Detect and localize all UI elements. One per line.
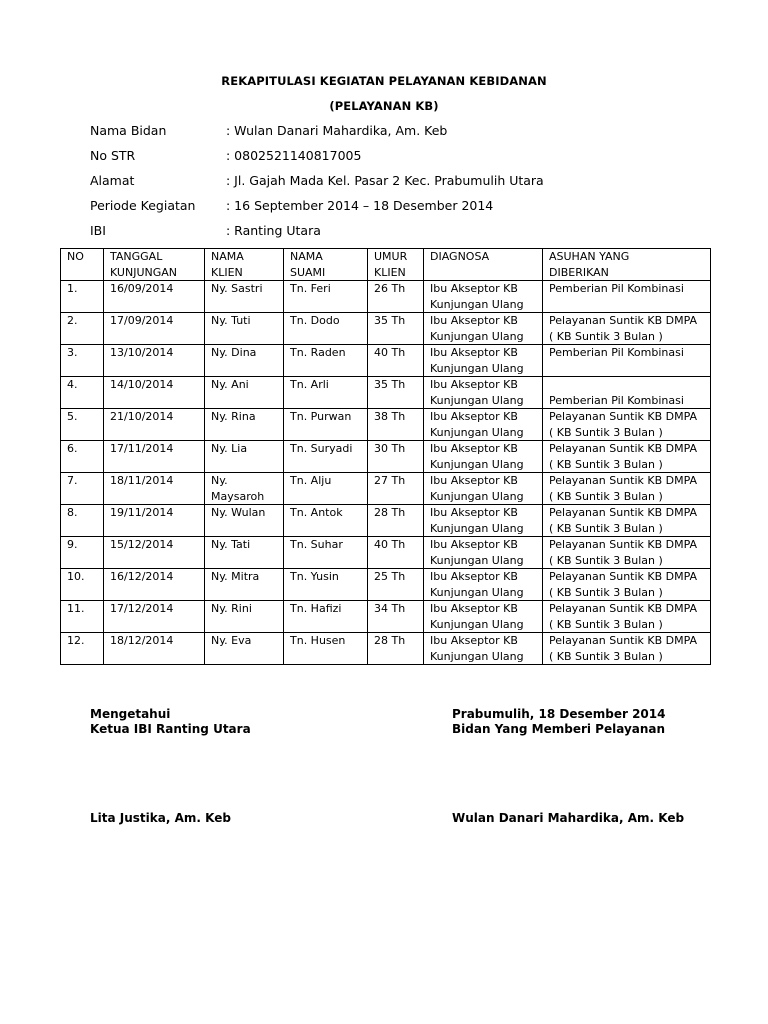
cell-asuhan — [543, 601, 711, 633]
recap-table — [60, 248, 711, 665]
column-header-text: UMUR — [374, 250, 408, 263]
cell-asuhan — [543, 409, 711, 441]
cell-nama-klien — [205, 537, 284, 569]
cell-nama-suami: Tn. Suryadi — [284, 441, 368, 473]
cell-nama-klien-text: Ny. Ani — [211, 378, 249, 391]
cell-diagnosa-text: Kunjungan Ulang — [430, 361, 524, 375]
cell-no: 9. — [61, 537, 104, 569]
cell-umur: 34 Th — [368, 601, 424, 633]
cell-nama-klien-text: Ny. Wulan — [211, 506, 266, 519]
cell-umur: 35 Th — [368, 313, 424, 345]
cell-diagnosa — [424, 601, 543, 633]
cell-no: 4. — [61, 377, 104, 409]
cell-asuhan-text: Pelayanan Suntik KB DMPA — [549, 570, 698, 583]
table-row — [61, 441, 711, 473]
cell-asuhan-text: Pelayanan Suntik KB DMPA — [549, 634, 698, 647]
cell-nama-klien-text: Ny. Mitra — [211, 570, 260, 583]
cell-asuhan — [543, 505, 711, 537]
cell-diagnosa-text: Ibu Akseptor KB — [430, 442, 518, 455]
cell-no: 12. — [61, 633, 104, 665]
table-row — [61, 473, 711, 505]
cell-diagnosa-text: Ibu Akseptor KB — [430, 314, 518, 327]
cell-diagnosa-text: Kunjungan Ulang — [430, 393, 524, 407]
table-row — [61, 281, 711, 313]
cell-diagnosa — [424, 441, 543, 473]
cell-no: 5. — [61, 409, 104, 441]
cell-nama-suami: Tn. Hafizi — [284, 601, 368, 633]
cell-asuhan — [543, 345, 711, 377]
document-title: REKAPITULASI KEGIATAN PELAYANAN KEBIDANAN — [221, 74, 547, 88]
cell-diagnosa-text: Kunjungan Ulang — [430, 521, 524, 535]
table-row — [61, 569, 711, 601]
info-label-periode: Periode Kegiatan — [90, 198, 196, 213]
cell-nama-klien-text: Maysaroh — [211, 489, 265, 503]
cell-nama-klien-text: Ny. Rina — [211, 410, 256, 423]
cell-diagnosa-text: Ibu Akseptor KB — [430, 506, 518, 519]
cell-diagnosa — [424, 505, 543, 537]
cell-diagnosa-text: Ibu Akseptor KB — [430, 634, 518, 647]
sig-right-line2: Bidan Yang Memberi Pelayanan — [452, 722, 666, 736]
cell-diagnosa-text: Kunjungan Ulang — [430, 585, 524, 599]
cell-tanggal: 13/10/2014 — [104, 345, 205, 377]
cell-nama-suami: Tn. Dodo — [284, 313, 368, 345]
cell-asuhan-text: ( KB Suntik 3 Bulan ) — [549, 649, 663, 663]
info-label-ibi: IBI — [90, 223, 106, 238]
cell-diagnosa-text: Kunjungan Ulang — [430, 649, 524, 663]
cell-diagnosa-text: Ibu Akseptor KB — [430, 538, 518, 551]
cell-nama-klien — [205, 377, 284, 409]
cell-tanggal: 17/12/2014 — [104, 601, 205, 633]
cell-tanggal: 17/09/2014 — [104, 313, 205, 345]
cell-umur: 27 Th — [368, 473, 424, 505]
cell-nama-klien — [205, 505, 284, 537]
column-header-text: DIAGNOSA — [430, 250, 490, 263]
table-row — [61, 345, 711, 377]
table-row — [61, 377, 711, 409]
cell-nama-klien — [205, 409, 284, 441]
cell-diagnosa — [424, 281, 543, 313]
cell-nama-klien-text: Ny. Rini — [211, 602, 252, 615]
cell-nama-klien-text: Ny. Tuti — [211, 314, 251, 327]
cell-diagnosa — [424, 537, 543, 569]
info-value-nama-bidan: : Wulan Danari Mahardika, Am. Keb — [226, 123, 448, 138]
cell-asuhan-text: Pelayanan Suntik KB DMPA — [549, 602, 698, 615]
cell-nama-suami: Tn. Suhar — [284, 537, 368, 569]
cell-nama-klien-text: Ny. Lia — [211, 442, 248, 455]
cell-asuhan-text: Pemberian Pil Kombinasi — [549, 346, 684, 359]
cell-umur: 35 Th — [368, 377, 424, 409]
cell-nama-klien — [205, 569, 284, 601]
cell-tanggal: 19/11/2014 — [104, 505, 205, 537]
cell-diagnosa-text: Ibu Akseptor KB — [430, 602, 518, 615]
cell-nama-klien — [205, 601, 284, 633]
cell-nama-suami: Tn. Arli — [284, 377, 368, 409]
document-subtitle: (PELAYANAN KB) — [329, 99, 439, 113]
column-header — [424, 249, 543, 281]
cell-tanggal: 16/12/2014 — [104, 569, 205, 601]
table-header-row — [61, 249, 711, 281]
cell-nama-suami: Tn. Alju — [284, 473, 368, 505]
cell-no: 1. — [61, 281, 104, 313]
cell-no: 8. — [61, 505, 104, 537]
table-row — [61, 505, 711, 537]
sig-left-line2: Ketua IBI Ranting Utara — [90, 722, 251, 736]
cell-umur: 40 Th — [368, 345, 424, 377]
cell-nama-klien — [205, 473, 284, 505]
cell-no: 2. — [61, 313, 104, 345]
sig-right-line1: Prabumulih, 18 Desember 2014 — [452, 707, 666, 721]
column-header — [61, 249, 104, 281]
cell-nama-klien — [205, 281, 284, 313]
column-header — [368, 249, 424, 281]
table-row — [61, 313, 711, 345]
cell-tanggal: 17/11/2014 — [104, 441, 205, 473]
cell-no: 11. — [61, 601, 104, 633]
table-row — [61, 409, 711, 441]
cell-diagnosa — [424, 313, 543, 345]
column-header-text: KLIEN — [374, 265, 406, 279]
table-row — [61, 601, 711, 633]
cell-asuhan — [543, 569, 711, 601]
info-value-ibi: : Ranting Utara — [226, 223, 321, 238]
cell-nama-klien-text: Ny. Sastri — [211, 282, 263, 295]
cell-nama-suami: Tn. Feri — [284, 281, 368, 313]
cell-diagnosa — [424, 409, 543, 441]
cell-asuhan-text: ( KB Suntik 3 Bulan ) — [549, 617, 663, 631]
cell-asuhan-text: Pelayanan Suntik KB DMPA — [549, 410, 698, 423]
cell-asuhan-text: Pelayanan Suntik KB DMPA — [549, 474, 698, 487]
cell-asuhan — [543, 537, 711, 569]
cell-diagnosa-text: Ibu Akseptor KB — [430, 346, 518, 359]
cell-asuhan — [543, 313, 711, 345]
column-header-text: SUAMI — [290, 265, 326, 279]
info-label-alamat: Alamat — [90, 173, 135, 188]
info-value-no-str: : 0802521140817005 — [226, 148, 362, 163]
column-header — [104, 249, 205, 281]
cell-tanggal: 18/11/2014 — [104, 473, 205, 505]
cell-asuhan — [543, 441, 711, 473]
cell-diagnosa — [424, 473, 543, 505]
cell-asuhan-text: Pelayanan Suntik KB DMPA — [549, 538, 698, 551]
column-header — [205, 249, 284, 281]
cell-diagnosa-text: Ibu Akseptor KB — [430, 570, 518, 583]
sig-right-name: Wulan Danari Mahardika, Am. Keb — [452, 811, 685, 825]
cell-umur: 25 Th — [368, 569, 424, 601]
column-header-text: NAMA — [211, 250, 244, 263]
cell-tanggal: 16/09/2014 — [104, 281, 205, 313]
cell-diagnosa-text: Kunjungan Ulang — [430, 553, 524, 567]
cell-asuhan — [543, 473, 711, 505]
cell-asuhan-text — [549, 377, 710, 393]
cell-diagnosa-text: Kunjungan Ulang — [430, 425, 524, 439]
cell-diagnosa — [424, 633, 543, 665]
cell-diagnosa — [424, 569, 543, 601]
column-header-text: ASUHAN YANG — [549, 250, 630, 263]
cell-tanggal: 14/10/2014 — [104, 377, 205, 409]
cell-nama-klien — [205, 441, 284, 473]
cell-nama-klien-text: Ny. Dina — [211, 346, 257, 359]
cell-nama-klien-text: Ny. Tati — [211, 538, 251, 551]
cell-no: 6. — [61, 441, 104, 473]
cell-diagnosa-text: Ibu Akseptor KB — [430, 410, 518, 423]
cell-nama-suami: Tn. Husen — [284, 633, 368, 665]
cell-asuhan-text: Pelayanan Suntik KB DMPA — [549, 314, 698, 327]
cell-diagnosa — [424, 377, 543, 409]
cell-asuhan-text: ( KB Suntik 3 Bulan ) — [549, 425, 663, 439]
info-value-periode: : 16 September 2014 – 18 Desember 2014 — [226, 198, 494, 213]
cell-diagnosa-text: Ibu Akseptor KB — [430, 474, 518, 487]
cell-asuhan-text: Pemberian Pil Kombinasi — [549, 282, 684, 295]
column-header-text: DIBERIKAN — [549, 265, 609, 279]
cell-nama-klien — [205, 345, 284, 377]
info-value-alamat: : Jl. Gajah Mada Kel. Pasar 2 Kec. Prabumulih Utara — [226, 173, 544, 188]
cell-diagnosa-text: Kunjungan Ulang — [430, 297, 524, 311]
cell-tanggal: 15/12/2014 — [104, 537, 205, 569]
sig-left-line1: Mengetahui — [90, 707, 171, 721]
column-header — [284, 249, 368, 281]
info-label-nama-bidan: Nama Bidan — [90, 123, 167, 138]
cell-tanggal: 21/10/2014 — [104, 409, 205, 441]
cell-asuhan-text: Pelayanan Suntik KB DMPA — [549, 506, 698, 519]
cell-diagnosa-text: Kunjungan Ulang — [430, 329, 524, 343]
column-header — [543, 249, 711, 281]
sig-left-name: Lita Justika, Am. Keb — [90, 811, 231, 825]
cell-asuhan-text: ( KB Suntik 3 Bulan ) — [549, 553, 663, 567]
cell-nama-suami: Tn. Raden — [284, 345, 368, 377]
cell-diagnosa-text: Ibu Akseptor KB — [430, 378, 518, 391]
column-header-text: NO — [67, 250, 84, 263]
cell-nama-klien-text: Ny. Eva — [211, 634, 252, 647]
column-header-text: KLIEN — [211, 265, 243, 279]
cell-asuhan-text: ( KB Suntik 3 Bulan ) — [549, 521, 663, 535]
table-body — [61, 281, 711, 665]
cell-tanggal: 18/12/2014 — [104, 633, 205, 665]
cell-no: 7. — [61, 473, 104, 505]
cell-nama-suami: Tn. Yusin — [284, 569, 368, 601]
cell-nama-suami: Tn. Antok — [284, 505, 368, 537]
cell-diagnosa-text: Kunjungan Ulang — [430, 489, 524, 503]
cell-umur: 28 Th — [368, 633, 424, 665]
cell-umur: 40 Th — [368, 537, 424, 569]
cell-nama-klien — [205, 313, 284, 345]
cell-asuhan — [543, 633, 711, 665]
cell-nama-klien — [205, 633, 284, 665]
table-row — [61, 633, 711, 665]
cell-asuhan-text: Pelayanan Suntik KB DMPA — [549, 442, 698, 455]
cell-diagnosa-text: Ibu Akseptor KB — [430, 282, 518, 295]
table-row — [61, 537, 711, 569]
cell-asuhan — [543, 377, 711, 409]
cell-asuhan-text: Pemberian Pil Kombinasi — [549, 393, 684, 407]
cell-asuhan-text: ( KB Suntik 3 Bulan ) — [549, 489, 663, 503]
cell-asuhan-text: ( KB Suntik 3 Bulan ) — [549, 329, 663, 343]
cell-asuhan-text: ( KB Suntik 3 Bulan ) — [549, 457, 663, 471]
cell-nama-suami: Tn. Purwan — [284, 409, 368, 441]
cell-asuhan — [543, 281, 711, 313]
column-header-text: NAMA — [290, 250, 323, 263]
cell-asuhan-text: ( KB Suntik 3 Bulan ) — [549, 585, 663, 599]
cell-diagnosa — [424, 345, 543, 377]
column-header-text: KUNJUNGAN — [110, 265, 177, 279]
cell-umur: 30 Th — [368, 441, 424, 473]
cell-diagnosa-text: Kunjungan Ulang — [430, 457, 524, 471]
cell-no: 3. — [61, 345, 104, 377]
cell-umur: 28 Th — [368, 505, 424, 537]
cell-no: 10. — [61, 569, 104, 601]
column-header-text: TANGGAL — [110, 250, 163, 263]
info-label-no-str: No STR — [90, 148, 136, 163]
cell-nama-klien-text: Ny. — [211, 474, 228, 487]
cell-umur: 38 Th — [368, 409, 424, 441]
cell-umur: 26 Th — [368, 281, 424, 313]
cell-diagnosa-text: Kunjungan Ulang — [430, 617, 524, 631]
